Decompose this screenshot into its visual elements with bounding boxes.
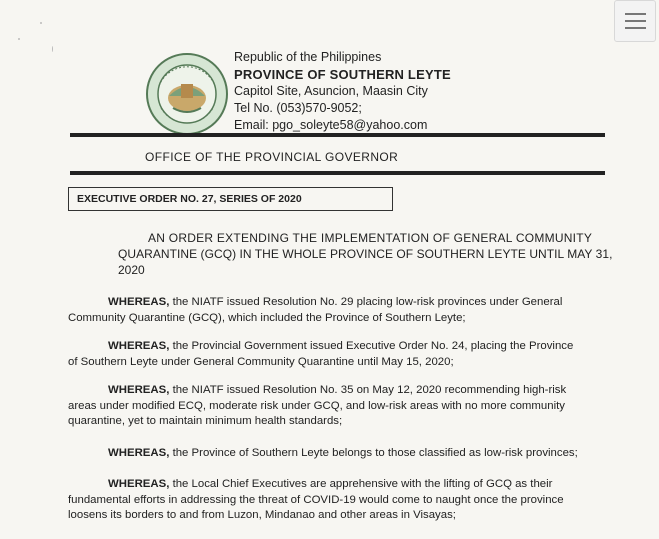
whereas-label: WHEREAS, [108, 447, 170, 459]
order-title [118, 230, 613, 278]
clause-line: WHEREAS, the Provincial Government issued Executive Order No. 24, placing the Province [108, 340, 574, 352]
whereas-label: WHEREAS, [108, 340, 170, 352]
republic-line: Republic of the Philippines [234, 50, 382, 64]
whereas-label: WHEREAS, [108, 296, 170, 308]
whereas-label: WHEREAS, [108, 384, 170, 396]
tel-line: Tel No. (053)570-9052; [234, 101, 362, 115]
whereas-clause [68, 477, 603, 524]
clause-line: areas under modified ECQ, moderate risk under GCQ, and low-risk areas with no more community [68, 399, 565, 412]
clause-line: Community Quarantine (GCQ), which included the Province of Southern Leyte; [68, 311, 466, 324]
whereas-clause [68, 295, 603, 326]
address-line: Capitol Site, Asuncion, Maasin City [234, 84, 428, 98]
clause-line: quarantine, yet to maintain minimum health standards; [68, 415, 343, 427]
clause-line: of Southern Leyte under General Community Quarantine until May 15, 2020; [68, 355, 454, 368]
clause-line: loosens its borders to and from Luzon, Mindanao and other areas in Visayas; [68, 509, 456, 521]
whereas-clause [68, 339, 603, 370]
province-name: PROVINCE OF SOUTHERN LEYTE [234, 67, 451, 82]
scan-speck [52, 46, 53, 52]
hamburger-menu-icon [625, 13, 646, 15]
clause-line: WHEREAS, the NIATF issued Resolution No. 29 placing low-risk provinces under General [108, 296, 563, 308]
letterhead [234, 49, 451, 134]
clause-line: fundamental efforts in addressing the threat of COVID-19 would come to naught once the province [68, 493, 564, 506]
executive-order-number: EXECUTIVE ORDER NO. 27, SERIES OF 2020 [68, 187, 393, 211]
hamburger-menu-button[interactable] [614, 0, 656, 42]
whereas-label: WHEREAS, [108, 478, 170, 490]
header-divider [70, 133, 605, 137]
clause-line: WHEREAS, the Local Chief Executives are apprehensive with the lifting of GCQ as their [108, 478, 553, 490]
whereas-clause [68, 446, 603, 462]
provincial-seal-icon [145, 52, 229, 136]
hamburger-menu-icon [625, 20, 646, 22]
office-divider [70, 171, 605, 175]
order-title-line: QUARANTINE (GCQ) IN THE WHOLE PROVINCE OF SOUTHERN LEYTE UNTIL MAY 31, [118, 247, 613, 261]
whereas-clause [68, 383, 603, 430]
office-title: OFFICE OF THE PROVINCIAL GOVERNOR [145, 150, 399, 164]
scan-speck [40, 22, 42, 24]
email-line: Email: pgo_soleyte58@yahoo.com [234, 118, 428, 132]
hamburger-menu-icon [625, 27, 646, 29]
order-title-line: AN ORDER EXTENDING THE IMPLEMENTATION OF GENERAL COMMUNITY [148, 231, 593, 245]
clause-line: WHEREAS, the Province of Southern Leyte belongs to those classified as low-risk provinces; [108, 447, 578, 459]
clause-line: WHEREAS, the NIATF issued Resolution No. 35 on May 12, 2020 recommending high-risk [108, 384, 567, 396]
order-title-line: 2020 [118, 263, 145, 277]
scan-speck [18, 38, 20, 40]
